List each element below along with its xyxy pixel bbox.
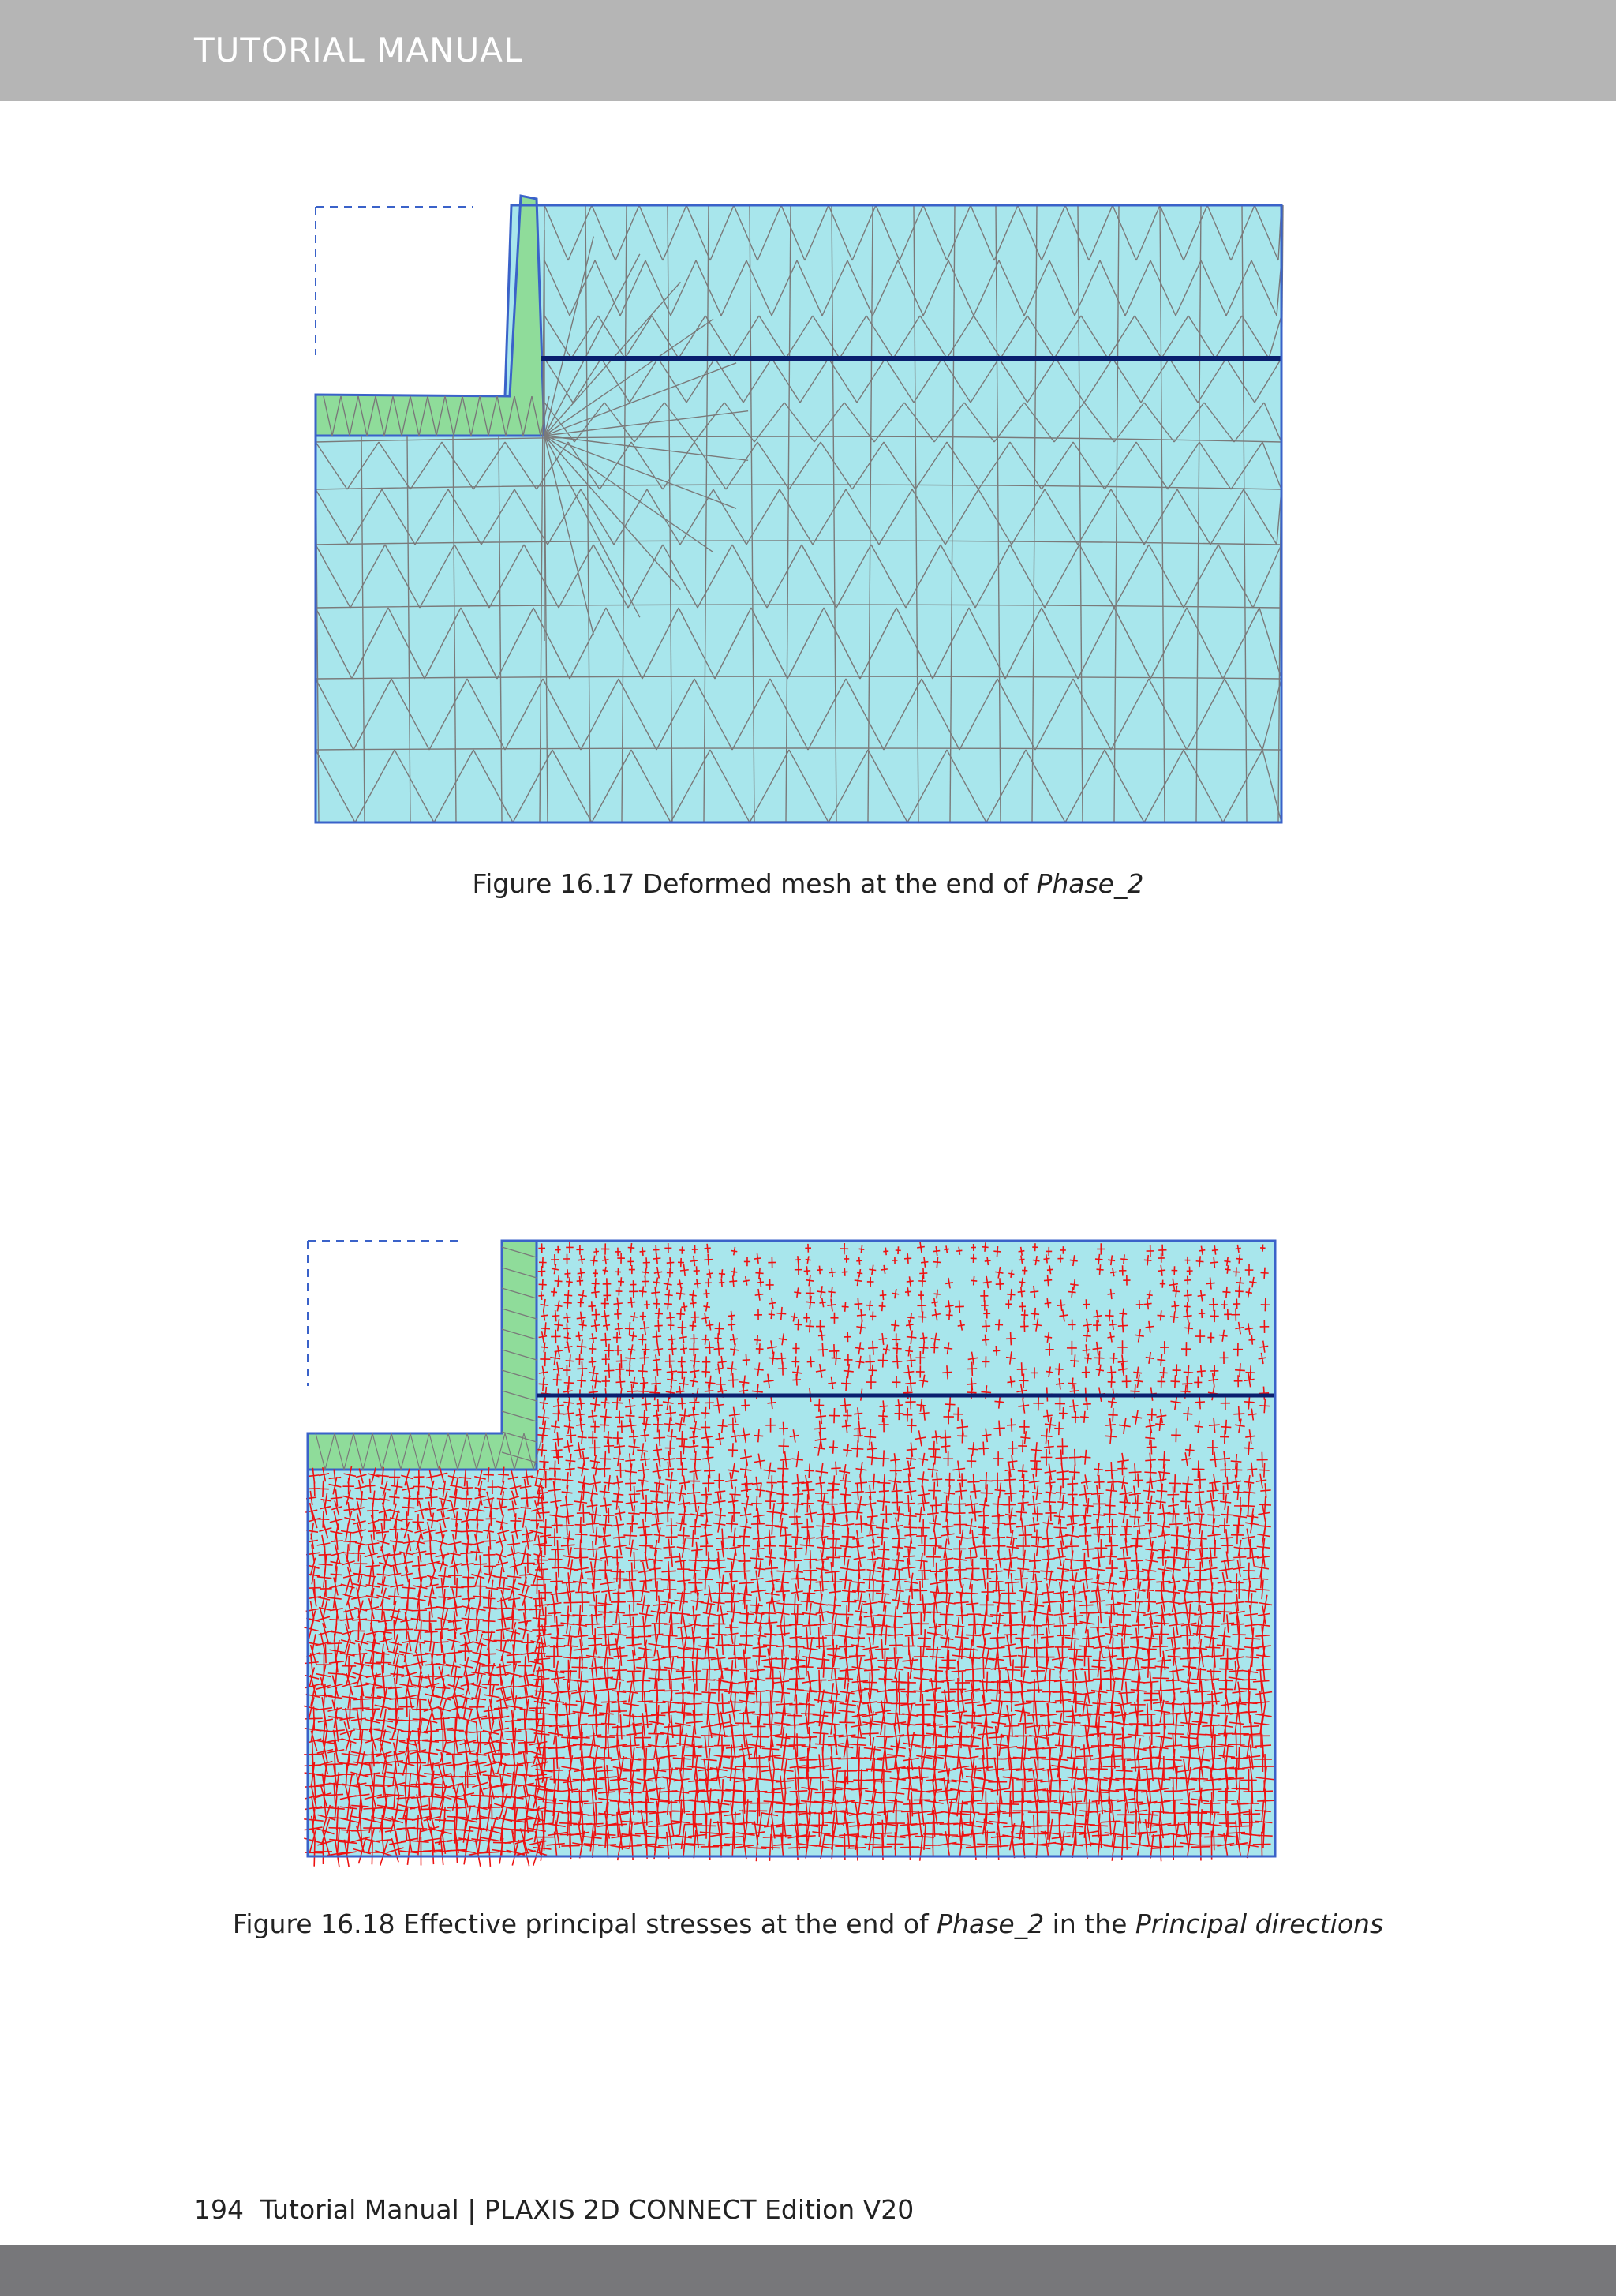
stress-cross-major (608, 1439, 609, 1454)
stress-cross-major (618, 1309, 619, 1319)
stress-cross-major (1111, 1604, 1112, 1623)
stress-cross-major (579, 1656, 580, 1678)
stress-cross-major (771, 1691, 772, 1714)
stress-cross-major (1023, 1484, 1024, 1498)
stress-cross-major (949, 1397, 950, 1412)
stress-cross-major (898, 1246, 899, 1254)
stress-cross-major (949, 1473, 950, 1487)
stress-cross-major (570, 1593, 571, 1612)
stress-cross-major (541, 1291, 542, 1300)
stress-cross-major (819, 1399, 820, 1412)
stress-cross-major (934, 1482, 935, 1500)
stress-cross-major (1186, 1494, 1187, 1509)
stress-cross-major (819, 1266, 820, 1275)
stress-cross-major (1024, 1320, 1025, 1332)
stress-cross-major (604, 1460, 605, 1477)
stress-cross-major (1137, 1495, 1138, 1511)
stress-cross-major (996, 1571, 997, 1592)
stress-cross-major (819, 1670, 820, 1691)
stress-cross-major (832, 1481, 833, 1498)
stress-cross-major (606, 1725, 607, 1749)
stress-cross-major (1227, 1477, 1228, 1490)
stress-cross-major (558, 1558, 559, 1577)
stress-cross-major (642, 1680, 643, 1702)
stress-cross-major (883, 1450, 884, 1466)
stress-cross-major (983, 1659, 984, 1679)
stress-cross-major (1022, 1362, 1023, 1376)
stress-cross-major (885, 1248, 886, 1256)
stress-cross-major (833, 1548, 834, 1567)
stress-cross-major (642, 1364, 643, 1378)
stress-cross-major (882, 1302, 883, 1311)
stress-cross-major (544, 1736, 545, 1761)
stress-cross-major (1010, 1625, 1011, 1643)
stress-cross-major (1111, 1376, 1112, 1388)
stress-cross-major (659, 1658, 660, 1681)
stress-cross-major (1213, 1298, 1214, 1311)
stress-cross-major (1109, 1505, 1110, 1523)
stress-cross-major (922, 1311, 923, 1322)
stress-cross-major (604, 1418, 605, 1432)
stress-cross-major (541, 1266, 542, 1276)
stress-cross-major (567, 1297, 568, 1309)
stress-cross-major (632, 1562, 633, 1579)
stress-cross-major (555, 1549, 556, 1568)
stress-cross-major (897, 1494, 898, 1511)
stress-cross-major (949, 1310, 950, 1320)
stress-cross-major (1088, 1657, 1089, 1680)
stress-cross-major (795, 1538, 796, 1558)
stress-cross-major (657, 1417, 658, 1432)
stress-cross-major (1099, 1351, 1100, 1365)
stress-cross-major (1049, 1493, 1050, 1511)
stress-cross-major (595, 1269, 596, 1277)
stress-cross-major (658, 1399, 659, 1411)
stress-cross-major (709, 1463, 710, 1479)
stress-cross-major (655, 1385, 656, 1400)
stress-cross-major (784, 1615, 785, 1635)
stress-cross-major (834, 1344, 835, 1358)
stress-cross-major (608, 1363, 609, 1377)
stress-cross-major (810, 1356, 811, 1367)
stress-cross-major (555, 1470, 556, 1487)
stress-cross-major (1265, 1298, 1266, 1311)
stress-cross-major (620, 1363, 621, 1375)
stress-cross-major (658, 1308, 659, 1319)
stress-cross-major (556, 1518, 557, 1534)
stress-cross-major (1025, 1526, 1026, 1545)
stress-cross-major (797, 1605, 798, 1624)
stress-cross-major (1063, 1407, 1064, 1419)
stress-cross-major (959, 1504, 960, 1522)
stress-cross-major (693, 1321, 694, 1331)
stress-cross-major (911, 1419, 912, 1433)
stress-cross-major (985, 1242, 986, 1252)
stress-cross-major (656, 1581, 657, 1601)
stress-cross-major (1187, 1626, 1188, 1646)
stress-cross-major (883, 1290, 884, 1300)
stress-cross-major (798, 1256, 799, 1264)
stress-cross-major (646, 1257, 647, 1268)
stress-cross-major (680, 1725, 681, 1746)
stress-cross-major (744, 1563, 745, 1579)
stress-cross-major (642, 1334, 643, 1345)
stress-cross-major (796, 1374, 797, 1386)
stress-cross-major (706, 1289, 707, 1298)
stress-cross-major (1137, 1530, 1138, 1547)
stress-cross-major (948, 1682, 949, 1702)
stress-cross-major (1148, 1657, 1149, 1677)
stress-cross-major (707, 1244, 708, 1253)
stress-cross-major (1136, 1553, 1137, 1570)
retaining-wall (308, 1241, 537, 1470)
stress-cross-major (819, 1627, 820, 1649)
stress-cross-major (671, 1529, 672, 1545)
stress-cross-major (1138, 1616, 1139, 1635)
stress-cross-major (658, 1320, 659, 1332)
stress-cross-major (708, 1439, 709, 1456)
stress-cross-major (1264, 1268, 1265, 1279)
stress-cross-major (1239, 1406, 1240, 1422)
stress-cross-major (580, 1276, 581, 1286)
stress-cross-major (621, 1354, 622, 1368)
stress-cross-major (731, 1319, 732, 1330)
stress-cross-major (922, 1571, 923, 1588)
stress-cross-major (796, 1694, 797, 1714)
stress-cross-major (1214, 1734, 1215, 1759)
caption-italic: Phase_2 (1036, 868, 1144, 899)
stress-cross-major (719, 1322, 720, 1335)
stress-cross-major (896, 1678, 897, 1702)
stress-cross-major (645, 1504, 646, 1522)
stress-cross-major (1025, 1713, 1026, 1734)
stress-cross-major (568, 1376, 569, 1389)
stress-cross-major (745, 1399, 746, 1411)
stress-cross-major (1175, 1474, 1176, 1493)
stress-cross-major (558, 1450, 559, 1464)
stress-cross-major (1188, 1559, 1189, 1577)
stress-cross-major (656, 1299, 657, 1309)
stress-cross-major (757, 1335, 758, 1345)
stress-cross-major (810, 1571, 811, 1590)
stress-cross-major (846, 1376, 847, 1391)
figure-16-17-caption (0, 867, 1616, 901)
stress-cross-major (822, 1343, 823, 1357)
stress-cross-major (809, 1585, 810, 1602)
stress-cross-major (567, 1269, 568, 1278)
stress-cross-major (1111, 1462, 1112, 1479)
stress-cross-major (731, 1562, 732, 1582)
stress-cross-major (1109, 1526, 1110, 1543)
stress-cross-major (920, 1581, 921, 1601)
stress-cross-major (848, 1591, 849, 1612)
stress-cross-major (1059, 1422, 1060, 1435)
stress-cross-major (1162, 1549, 1163, 1566)
stress-cross-major (1199, 1471, 1200, 1489)
stress-cross-major (1036, 1530, 1037, 1545)
stress-cross-major (973, 1254, 974, 1263)
stress-cross-major (642, 1247, 643, 1256)
stress-cross-major (655, 1570, 656, 1587)
stress-cross-major (656, 1691, 657, 1714)
stress-cross-major (1100, 1264, 1101, 1275)
stress-cross-major (580, 1517, 581, 1533)
stress-cross-major (999, 1319, 1000, 1330)
original-excavation-outline (316, 207, 473, 355)
stress-cross-major (1189, 1692, 1190, 1714)
stress-cross-major (1036, 1462, 1037, 1477)
stress-cross-major (556, 1572, 557, 1590)
caption-text: Figure 16.17 Deformed mesh at the end of (472, 868, 1037, 899)
stress-cross-major (844, 1268, 845, 1276)
stress-cross-major (1189, 1639, 1190, 1657)
stress-cross-major (795, 1356, 796, 1367)
stress-cross-major (1225, 1702, 1226, 1725)
stress-cross-major (731, 1592, 732, 1612)
stress-cross-major (908, 1495, 909, 1512)
stress-cross-major (682, 1398, 683, 1410)
stress-cross-major (911, 1580, 912, 1599)
stress-cross-major (946, 1571, 947, 1590)
stress-cross-major (583, 1504, 584, 1523)
soil-body (316, 205, 1281, 822)
stress-cross-major (986, 1484, 987, 1502)
stress-cross-major (1264, 1463, 1265, 1478)
stress-cross-major (883, 1354, 884, 1368)
stress-cross-major (782, 1649, 783, 1669)
stress-cross-major (596, 1309, 597, 1321)
stress-cross-major (1138, 1569, 1139, 1589)
stress-cross-major (834, 1408, 835, 1423)
stress-cross-major (1122, 1638, 1123, 1657)
stress-cross-major (695, 1451, 696, 1467)
stress-cross-major (1202, 1540, 1203, 1557)
stress-cross-major (807, 1519, 808, 1537)
stress-cross-major (1011, 1332, 1012, 1345)
stress-cross-major (680, 1308, 681, 1320)
stress-cross-major (996, 1346, 997, 1356)
stress-cross-major (733, 1373, 734, 1387)
stress-cross-major (557, 1636, 558, 1657)
stress-cross-major (721, 1279, 722, 1287)
stress-cross-major (897, 1343, 898, 1355)
stress-cross-major (1225, 1420, 1226, 1435)
stress-cross-major (721, 1269, 722, 1278)
stress-cross-major (594, 1569, 595, 1589)
stress-cross-major (933, 1441, 934, 1458)
stress-cross-major (1135, 1592, 1136, 1611)
stress-cross-major (859, 1257, 860, 1265)
stress-cross-major (1022, 1601, 1023, 1623)
stress-cross-major (1099, 1475, 1100, 1489)
stress-cross-major (1226, 1287, 1227, 1298)
stress-cross-major (1000, 1278, 1001, 1290)
stress-cross-major (936, 1497, 937, 1515)
stress-cross-major (630, 1476, 631, 1491)
stress-cross-major (1163, 1367, 1164, 1378)
stress-cross-major (822, 1517, 823, 1536)
stress-cross-major (621, 1277, 622, 1286)
stress-cross-major (644, 1351, 645, 1365)
stress-cross-major (1175, 1375, 1176, 1388)
stress-cross-major (1038, 1396, 1039, 1411)
stress-cross-major (634, 1486, 635, 1502)
stress-cross-major (833, 1530, 834, 1548)
stress-cross-major (983, 1442, 984, 1456)
stress-cross-major (705, 1569, 706, 1589)
stress-cross-major (1151, 1408, 1152, 1421)
stress-cross-major (542, 1279, 543, 1290)
stress-cross-major (908, 1681, 909, 1702)
stress-cross-major (1109, 1310, 1110, 1322)
stress-cross-major (972, 1703, 973, 1728)
stress-cross-major (806, 1266, 807, 1275)
stress-cross-major (1263, 1387, 1264, 1400)
deformed-mesh-plot (308, 189, 1286, 837)
header-title: TUTORIAL MANUAL (194, 31, 523, 69)
stress-cross-major (596, 1713, 597, 1735)
stress-cross-major (1236, 1463, 1237, 1477)
stress-cross-major (1011, 1418, 1012, 1432)
stress-cross-major (592, 1301, 593, 1311)
stress-cross-major (759, 1646, 760, 1666)
stress-cross-major (1198, 1460, 1199, 1478)
stress-cross-major (722, 1693, 723, 1714)
stress-cross-major (1239, 1286, 1240, 1298)
stress-cross-major (1008, 1594, 1009, 1613)
stress-cross-major (554, 1287, 555, 1296)
stress-cross-major (705, 1366, 706, 1378)
stress-cross-major (557, 1540, 558, 1559)
stress-cross-major (907, 1253, 908, 1264)
stress-cross-major (545, 1618, 546, 1636)
stress-cross-major (1262, 1245, 1263, 1252)
stress-cross-major (924, 1561, 925, 1580)
stress-cross-major (1199, 1668, 1200, 1691)
stress-cross-major (1024, 1267, 1025, 1275)
stress-cross-major (592, 1343, 593, 1354)
stress-cross-major (682, 1431, 683, 1447)
stress-cross-major (1202, 1309, 1203, 1318)
stress-cross-major (1160, 1635, 1161, 1657)
stress-cross-major (759, 1343, 760, 1354)
stress-cross-major (1122, 1319, 1123, 1332)
stress-cross-major (709, 1341, 710, 1354)
stress-cross-major (997, 1246, 998, 1257)
stress-cross-major (845, 1302, 846, 1311)
stress-cross-major (872, 1365, 873, 1376)
stress-cross-major (644, 1627, 645, 1646)
stress-cross-major (1251, 1335, 1252, 1345)
stress-cross-major (972, 1362, 973, 1376)
stress-cross-major (771, 1310, 772, 1319)
stress-cross-major (922, 1694, 923, 1715)
stress-cross-major (1024, 1310, 1025, 1320)
stress-cross-major (644, 1410, 645, 1425)
stress-cross-major (622, 1420, 623, 1433)
stress-cross-major (1265, 1496, 1266, 1514)
stress-cross-major (1113, 1353, 1114, 1364)
stress-cross-major (847, 1528, 848, 1546)
stress-cross-major (946, 1605, 947, 1624)
stress-cross-major (1085, 1527, 1086, 1545)
stress-cross-major (630, 1243, 631, 1253)
stress-cross-major (605, 1333, 606, 1347)
stress-cross-major (1150, 1690, 1151, 1710)
stress-cross-major (557, 1374, 558, 1386)
stress-cross-major (1138, 1473, 1139, 1487)
stress-cross-major (1215, 1540, 1216, 1556)
stress-cross-major (647, 1301, 648, 1309)
original-excavation-outline (308, 1241, 458, 1386)
stress-cross-major (608, 1691, 609, 1713)
stress-cross-major (922, 1275, 923, 1287)
stress-cross-major (833, 1440, 834, 1453)
stress-cross-major (1126, 1519, 1127, 1534)
stress-cross-major (696, 1669, 697, 1691)
stress-cross-major (808, 1703, 809, 1725)
stress-cross-major (1148, 1505, 1149, 1522)
stress-cross-major (798, 1319, 799, 1330)
stress-cross-major (925, 1536, 926, 1556)
deformed-mesh-figure (308, 189, 1286, 837)
stress-cross-major (809, 1464, 810, 1478)
stress-cross-major (1063, 1591, 1064, 1612)
stress-cross-major (708, 1254, 709, 1266)
stress-cross-major (962, 1429, 963, 1443)
stress-cross-major (645, 1748, 646, 1770)
principal-stresses-plot (300, 1231, 1286, 1878)
stress-cross-major (1162, 1245, 1163, 1256)
stress-cross-major (620, 1463, 621, 1478)
stress-cross-major (1048, 1715, 1049, 1736)
stress-cross-major (670, 1257, 671, 1268)
stress-cross-major (1035, 1454, 1036, 1469)
stress-cross-major (1151, 1440, 1152, 1454)
stress-cross-major (1059, 1363, 1060, 1375)
principal-stresses-figure (300, 1231, 1286, 1878)
stress-cross-major (732, 1443, 733, 1457)
stress-cross-major (986, 1672, 987, 1693)
stress-cross-major (1012, 1659, 1013, 1680)
stress-cross-major (974, 1615, 975, 1634)
stress-cross-major (1250, 1365, 1251, 1379)
